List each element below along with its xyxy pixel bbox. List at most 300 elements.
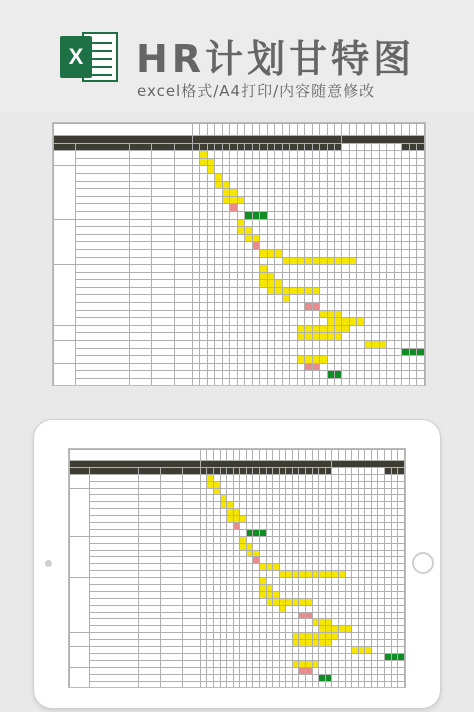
gantt-cell — [200, 227, 207, 235]
task-name — [89, 591, 138, 598]
gantt-bar-cell — [327, 318, 334, 326]
sheet-title — [54, 124, 193, 136]
gantt-cell — [372, 234, 379, 242]
gantt-cell — [246, 488, 253, 495]
gantt-cell — [352, 481, 359, 488]
gantt-cell — [213, 653, 220, 660]
gantt-cell — [320, 341, 327, 349]
gantt-cell — [200, 509, 207, 516]
gantt-bar-cell — [279, 605, 286, 612]
gantt-cell — [327, 234, 334, 242]
gantt-cell — [402, 181, 409, 189]
gantt-cell — [273, 502, 280, 509]
gantt-cell — [352, 543, 359, 550]
task-name — [89, 626, 138, 633]
gantt-bar-cell — [306, 667, 313, 674]
gantt-cell — [200, 557, 207, 564]
gantt-cell — [207, 295, 214, 303]
gantt-cell — [222, 234, 229, 242]
gantt-cell — [371, 619, 378, 626]
gantt-cell — [320, 287, 327, 295]
gantt-cell — [275, 318, 282, 326]
gantt-cell — [299, 523, 306, 530]
gantt-cell — [273, 474, 280, 481]
gantt-cell — [266, 571, 273, 578]
gantt-bar-cell — [252, 234, 259, 242]
gantt-cell — [273, 674, 280, 681]
gantt-cell — [312, 598, 319, 605]
gantt-cell — [227, 612, 234, 619]
gantt-cell — [213, 612, 220, 619]
gantt-cell — [357, 189, 364, 197]
gantt-cell — [364, 234, 371, 242]
gantt-cell — [207, 653, 214, 660]
blank-cell — [240, 450, 247, 461]
gantt-cell — [332, 647, 339, 654]
gantt-cell — [372, 173, 379, 181]
gantt-bar-cell — [299, 612, 306, 619]
gantt-cell — [327, 280, 334, 288]
gantt-cell — [279, 626, 286, 633]
gantt-cell — [275, 341, 282, 349]
gantt-cell — [230, 173, 237, 181]
gantt-cell — [364, 310, 371, 318]
gantt-cell — [306, 626, 313, 633]
gantt-bar-cell — [260, 265, 267, 273]
note-cell — [175, 303, 193, 311]
module-name — [54, 363, 76, 386]
gantt-cell — [379, 363, 386, 371]
gantt-cell — [207, 523, 214, 530]
gantt-cell — [245, 363, 252, 371]
gantt-cell — [227, 495, 234, 502]
gantt-cell — [245, 318, 252, 326]
day-header — [402, 143, 409, 151]
gantt-cell — [391, 681, 398, 688]
gantt-cell — [391, 619, 398, 626]
gantt-cell — [240, 529, 247, 536]
gantt-cell — [192, 189, 199, 197]
owner-cell — [138, 516, 160, 523]
gantt-cell — [379, 189, 386, 197]
gantt-cell — [222, 287, 229, 295]
owner-cell — [129, 272, 152, 280]
gantt-cell — [378, 571, 385, 578]
gantt-cell — [320, 371, 327, 379]
gantt-cell — [245, 151, 252, 159]
task-name — [89, 681, 138, 688]
note-cell — [175, 166, 193, 174]
gantt-cell — [332, 481, 339, 488]
home-button[interactable] — [412, 552, 434, 574]
blank-cell — [230, 124, 237, 136]
gantt-cell — [220, 674, 227, 681]
owner-cell — [138, 591, 160, 598]
owner-cell — [138, 550, 160, 557]
blank-cell — [292, 450, 299, 461]
blank-cell — [222, 124, 229, 136]
gantt-cell — [345, 653, 352, 660]
gantt-cell — [233, 502, 240, 509]
gantt-cell — [279, 557, 286, 564]
task-name — [89, 612, 138, 619]
contact-cell — [152, 363, 175, 371]
gantt-cell — [398, 660, 405, 667]
gantt-bar-cell — [266, 585, 273, 592]
gantt-cell — [402, 318, 409, 326]
gantt-cell — [286, 612, 293, 619]
gantt-cell — [292, 585, 299, 592]
gantt-cell — [357, 280, 364, 288]
gantt-cell — [402, 166, 409, 174]
gantt-cell — [299, 653, 306, 660]
gantt-cell — [237, 257, 244, 265]
gantt-bar-cell — [267, 287, 274, 295]
note-cell — [182, 640, 200, 647]
gantt-cell — [273, 571, 280, 578]
gantt-cell — [332, 523, 339, 530]
gantt-cell — [237, 272, 244, 280]
gantt-cell — [279, 516, 286, 523]
gantt-cell — [387, 166, 394, 174]
gantt-cell — [275, 356, 282, 364]
gantt-cell — [312, 318, 319, 326]
gantt-cell — [253, 564, 260, 571]
gantt-cell — [233, 578, 240, 585]
gantt-bar-cell — [246, 543, 253, 550]
gantt-cell — [260, 640, 267, 647]
gantt-cell — [349, 325, 356, 333]
contact-cell — [160, 667, 182, 674]
owner-cell — [129, 257, 152, 265]
owner-cell — [138, 474, 160, 481]
gantt-cell — [275, 272, 282, 280]
column-header — [175, 143, 193, 151]
gantt-cell — [384, 626, 391, 633]
gantt-cell — [357, 379, 364, 387]
gantt-cell — [364, 356, 371, 364]
gantt-cell — [273, 557, 280, 564]
gantt-bar-cell — [275, 287, 282, 295]
task-name — [89, 543, 138, 550]
gantt-cell — [273, 578, 280, 585]
task-name — [89, 502, 138, 509]
blank-cell — [306, 450, 313, 461]
gantt-cell — [213, 598, 220, 605]
task-name — [75, 348, 129, 356]
gantt-cell — [349, 348, 356, 356]
gantt-cell — [192, 234, 199, 242]
gantt-cell — [230, 211, 237, 219]
gantt-bar-cell — [253, 529, 260, 536]
gantt-cell — [220, 578, 227, 585]
gantt-cell — [391, 564, 398, 571]
gantt-cell — [275, 295, 282, 303]
gantt-cell — [378, 523, 385, 530]
gantt-cell — [312, 295, 319, 303]
gantt-cell — [200, 633, 207, 640]
gantt-cell — [290, 310, 297, 318]
gantt-cell — [286, 488, 293, 495]
gantt-cell — [391, 674, 398, 681]
contact-cell — [152, 227, 175, 235]
gantt-cell — [240, 523, 247, 530]
gantt-cell — [279, 536, 286, 543]
note-cell — [175, 211, 193, 219]
gantt-cell — [364, 287, 371, 295]
gantt-cell — [325, 495, 332, 502]
gantt-cell — [378, 598, 385, 605]
note-cell — [182, 674, 200, 681]
gantt-cell — [379, 287, 386, 295]
blank-cell — [387, 124, 394, 136]
gantt-cell — [215, 227, 222, 235]
gantt-cell — [387, 189, 394, 197]
task-name — [89, 667, 138, 674]
gantt-cell — [220, 633, 227, 640]
gantt-cell — [325, 516, 332, 523]
gantt-cell — [372, 151, 379, 159]
note-cell — [175, 310, 193, 318]
gantt-cell — [335, 249, 342, 257]
gantt-cell — [299, 557, 306, 564]
gantt-cell — [207, 196, 214, 204]
gantt-cell — [245, 310, 252, 318]
gantt-cell — [338, 647, 345, 654]
gantt-cell — [200, 295, 207, 303]
gantt-cell — [417, 249, 425, 257]
gantt-cell — [266, 578, 273, 585]
gantt-cell — [357, 303, 364, 311]
gantt-cell — [253, 502, 260, 509]
day-header — [207, 467, 214, 474]
gantt-cell — [213, 502, 220, 509]
gantt-cell — [207, 211, 214, 219]
gantt-cell — [220, 509, 227, 516]
gantt-cell — [345, 571, 352, 578]
note-cell — [175, 363, 193, 371]
gantt-cell — [358, 557, 365, 564]
gantt-cell — [349, 272, 356, 280]
contact-cell — [160, 640, 182, 647]
next-month-label — [342, 136, 425, 144]
gantt-cell — [371, 640, 378, 647]
gantt-cell — [332, 591, 339, 598]
gantt-bar-cell — [306, 660, 313, 667]
gantt-cell — [213, 578, 220, 585]
gantt-cell — [305, 181, 312, 189]
gantt-cell — [365, 495, 372, 502]
gantt-cell — [282, 318, 289, 326]
gantt-cell — [253, 674, 260, 681]
gantt-bar-cell — [240, 536, 247, 543]
gantt-cell — [358, 578, 365, 585]
gantt-cell — [266, 474, 273, 481]
contact-cell — [152, 348, 175, 356]
gantt-cell — [338, 591, 345, 598]
gantt-cell — [237, 325, 244, 333]
gantt-cell — [299, 495, 306, 502]
gantt-cell — [327, 181, 334, 189]
gantt-cell — [365, 523, 372, 530]
gantt-bar-cell — [240, 516, 247, 523]
gantt-cell — [327, 242, 334, 250]
gantt-cell — [267, 242, 274, 250]
gantt-cell — [379, 325, 386, 333]
gantt-cell — [207, 529, 214, 536]
gantt-cell — [260, 227, 267, 235]
gantt-cell — [220, 550, 227, 557]
gantt-bar-cell — [312, 571, 319, 578]
gantt-cell — [245, 265, 252, 273]
gantt-cell — [252, 173, 259, 181]
gantt-cell — [335, 151, 342, 159]
gantt-cell — [233, 488, 240, 495]
gantt-cell — [275, 173, 282, 181]
gantt-cell — [267, 325, 274, 333]
gantt-cell — [345, 488, 352, 495]
gantt-cell — [312, 348, 319, 356]
day-header — [312, 467, 319, 474]
gantt-cell — [417, 219, 425, 227]
gantt-bar-cell — [299, 598, 306, 605]
gantt-bar-cell — [342, 318, 349, 326]
gantt-cell — [306, 653, 313, 660]
gantt-cell — [357, 204, 364, 212]
blank-cell — [207, 450, 214, 461]
gantt-cell — [240, 495, 247, 502]
gantt-cell — [379, 211, 386, 219]
gantt-cell — [409, 363, 416, 371]
owner-cell — [138, 667, 160, 674]
gantt-cell — [260, 363, 267, 371]
gantt-cell — [349, 249, 356, 257]
gantt-cell — [364, 196, 371, 204]
gantt-cell — [292, 564, 299, 571]
gantt-bar-cell — [306, 640, 313, 647]
gantt-cell — [398, 516, 405, 523]
blank-cell — [365, 450, 372, 461]
gantt-cell — [365, 509, 372, 516]
gantt-cell — [327, 363, 334, 371]
contact-cell — [152, 257, 175, 265]
gantt-cell — [279, 529, 286, 536]
gantt-cell — [246, 653, 253, 660]
task-name — [89, 488, 138, 495]
gantt-cell — [213, 591, 220, 598]
gantt-cell — [365, 674, 372, 681]
gantt-cell — [299, 488, 306, 495]
gantt-cell — [312, 536, 319, 543]
gantt-cell — [260, 166, 267, 174]
gantt-cell — [260, 204, 267, 212]
gantt-cell — [394, 280, 401, 288]
gantt-bar-cell — [365, 647, 372, 654]
gantt-cell — [409, 257, 416, 265]
gantt-cell — [266, 495, 273, 502]
gantt-cell — [200, 303, 207, 311]
day-header — [227, 467, 234, 474]
module-name — [70, 647, 90, 668]
gantt-cell — [207, 151, 214, 159]
day-header — [327, 143, 334, 151]
gantt-bar-cell — [227, 516, 234, 523]
gantt-cell — [320, 234, 327, 242]
contact-cell — [152, 166, 175, 174]
gantt-cell — [260, 242, 267, 250]
gantt-bar-cell — [252, 211, 259, 219]
gantt-cell — [267, 333, 274, 341]
gantt-cell — [252, 265, 259, 273]
task-name — [89, 653, 138, 660]
gantt-cell — [352, 550, 359, 557]
blank-cell — [342, 124, 349, 136]
gantt-cell — [246, 509, 253, 516]
gantt-cell — [352, 605, 359, 612]
note-cell — [182, 495, 200, 502]
owner-cell — [138, 605, 160, 612]
gantt-bar-cell — [338, 571, 345, 578]
gantt-cell — [252, 257, 259, 265]
gantt-bar-cell — [279, 598, 286, 605]
gantt-cell — [192, 158, 199, 166]
gantt-cell — [207, 633, 214, 640]
gantt-cell — [213, 681, 220, 688]
gantt-cell — [372, 272, 379, 280]
day-header — [384, 467, 391, 474]
gantt-cell — [325, 543, 332, 550]
gantt-cell — [320, 151, 327, 159]
gantt-bar-cell — [319, 640, 326, 647]
gantt-cell — [286, 674, 293, 681]
gantt-cell — [338, 543, 345, 550]
gantt-cell — [338, 523, 345, 530]
gantt-cell — [352, 557, 359, 564]
note-cell — [182, 667, 200, 674]
gantt-bar-cell — [260, 272, 267, 280]
gantt-cell — [319, 550, 326, 557]
gantt-cell — [342, 227, 349, 235]
gantt-cell — [320, 227, 327, 235]
gantt-cell — [379, 318, 386, 326]
gantt-cell — [253, 667, 260, 674]
gantt-cell — [290, 242, 297, 250]
gantt-cell — [365, 619, 372, 626]
gantt-cell — [342, 219, 349, 227]
gantt-cell — [409, 310, 416, 318]
gantt-cell — [240, 474, 247, 481]
gantt-cell — [207, 371, 214, 379]
gantt-cell — [402, 280, 409, 288]
gantt-cell — [364, 280, 371, 288]
gantt-cell — [325, 509, 332, 516]
gantt-bar-cell — [358, 647, 365, 654]
gantt-cell — [297, 265, 304, 273]
gantt-cell — [233, 585, 240, 592]
gantt-cell — [358, 619, 365, 626]
gantt-cell — [275, 303, 282, 311]
gantt-cell — [365, 536, 372, 543]
owner-cell — [138, 640, 160, 647]
gantt-cell — [365, 571, 372, 578]
gantt-cell — [273, 612, 280, 619]
gantt-cell — [349, 310, 356, 318]
gantt-cell — [365, 474, 372, 481]
task-name — [89, 516, 138, 523]
gantt-cell — [352, 640, 359, 647]
gantt-cell — [245, 379, 252, 387]
gantt-cell — [364, 379, 371, 387]
